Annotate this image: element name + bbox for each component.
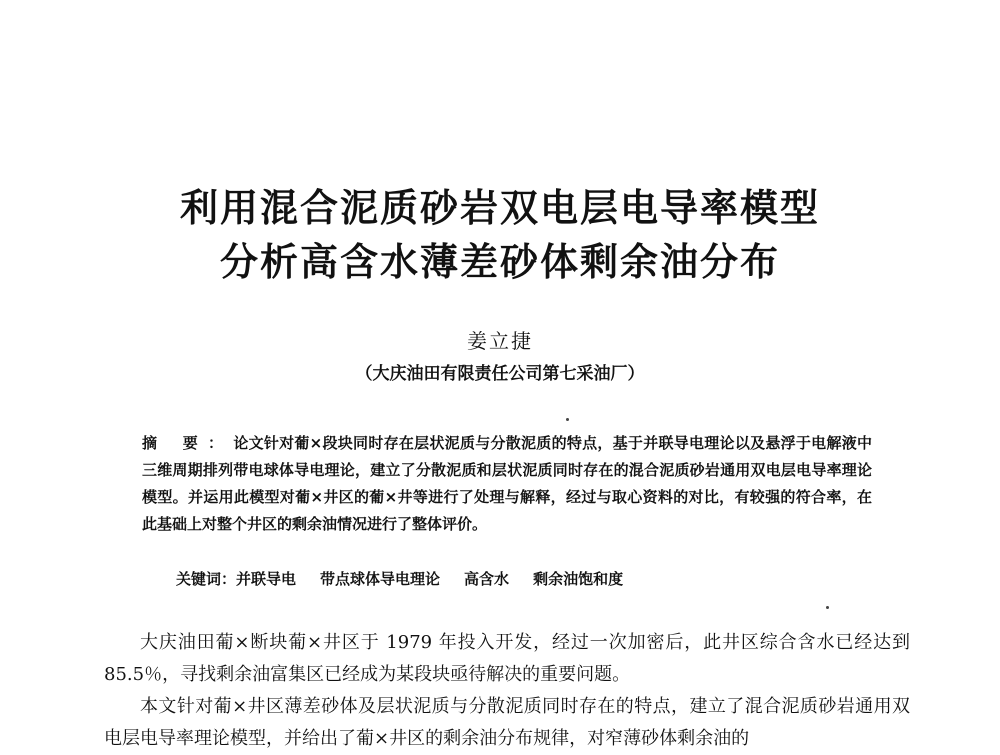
author-affiliation: （大庆油田有限责任公司第七采油厂） bbox=[355, 364, 645, 384]
body-paragraph-1: 大庆油田葡×断块葡×井区于 1979 年投入开发，经过一次加密后，此井区综合含水已经达到 85.5％，寻找剩余油富集区已经成为某段块亟待解决的重要问题。 bbox=[104, 632, 910, 685]
paper-title-line-2: 分析高含水薄差砂体剩余油分布 bbox=[219, 240, 780, 284]
body-text bbox=[104, 627, 910, 755]
author-name: 姜立捷 bbox=[467, 329, 533, 353]
abstract bbox=[142, 430, 872, 538]
abstract-text: 论文针对葡×段块同时存在层状泥质与分散泥质的特点，基于并联导电理论以及悬浮于电解液中三维周期排列带电球体导电理论，建立了分散泥质和层状泥质同时存在的混合泥质砂岩通用双电层电导率理论模型。并运用此模型对葡×井区的葡×井等进行了处理与解释，经过与取心资料的对比，有较强的符合率，在此基础上对整个井区的剩余油情况进行了整体评价。 bbox=[142, 434, 872, 533]
keyword-item: 高含水 bbox=[464, 570, 510, 588]
keyword-item: 并联导电 bbox=[236, 570, 297, 588]
abstract-label: 摘 要： bbox=[142, 434, 234, 452]
keywords bbox=[176, 567, 647, 591]
scan-speck bbox=[566, 418, 569, 421]
scan-speck bbox=[826, 606, 829, 609]
keywords-label: 关键词： bbox=[176, 570, 237, 588]
keyword-item: 剩余油饱和度 bbox=[533, 570, 624, 588]
paper-title-line-1: 利用混合泥质砂岩双电层电导率模型 bbox=[179, 186, 820, 230]
keyword-item: 带点球体导电理论 bbox=[320, 570, 441, 588]
body-paragraph-2: 本文针对葡×井区薄差砂体及层状泥质与分散泥质同时存在的特点，建立了混合泥质砂岩通用双电层电导率理论模型，并给出了葡×井区的剩余油分布规律，对窄薄砂体剩余油的 bbox=[104, 696, 910, 749]
